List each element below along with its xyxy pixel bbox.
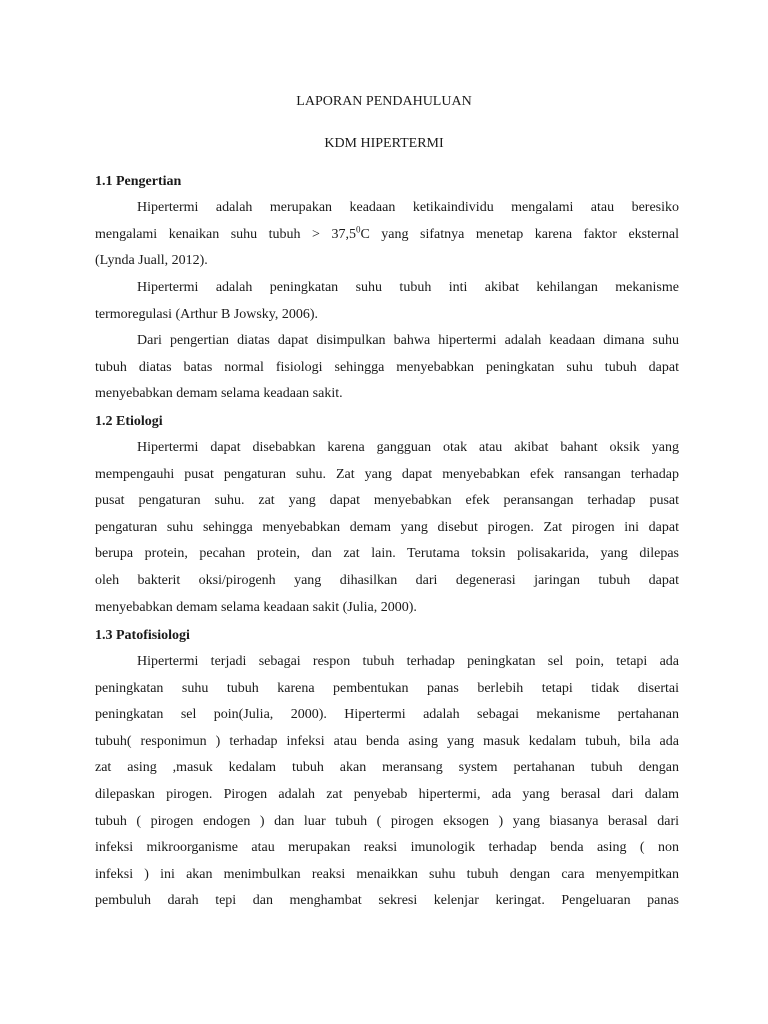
text-line: infeksi ) ini akan menimbulkan reaksi menaikkan suhu tubuh dengan cara menyempitkan xyxy=(95,866,679,882)
text-fragment: mengalami kenaikan suhu tubuh > 37,5 xyxy=(95,226,356,242)
text-line: (Lynda Juall, 2012). xyxy=(95,253,208,269)
paragraph-pengertian-3 xyxy=(95,328,679,408)
document-title: LAPORAN PENDAHULUAN xyxy=(296,94,472,109)
text-line: termoregulasi (Arthur B Jowsky, 2006). xyxy=(95,306,319,322)
section-heading-patofisiologi: 1.3 Patofisiologi xyxy=(95,628,190,643)
text-line xyxy=(95,222,679,249)
text-line: Hipertermi terjadi sebagai respon tubuh terhadap peningkatan sel poin, tetapi ada xyxy=(137,654,679,669)
text-line: tubuh ( pirogen endogen ) dan luar tubuh ( pirogen eksogen ) yang biasanya berasal dari xyxy=(95,813,679,829)
text-line: peningkatan suhu tubuh karena pembentukan panas berlebih tetapi tidak disertai xyxy=(95,680,679,696)
text-line: peningkatan sel poin(Julia, 2000). Hipertermi adalah sebagai mekanisme pertahanan xyxy=(95,707,679,723)
text-line: infeksi mikroorganisme atau merupakan reaksi imunologik terhadap benda asing ( non xyxy=(95,840,679,856)
section-heading-pengertian: 1.1 Pengertian xyxy=(95,174,182,189)
text-line: berupa protein, pecahan protein, dan zat lain. Terutama toksin polisakarida, yang dilepas xyxy=(95,546,679,562)
text-line: zat asing ,masuk kedalam tubuh akan meransang system pertahanan tubuh dengan xyxy=(95,760,679,776)
text-line: Dari pengertian diatas dapat disimpulkan bahwa hipertermi adalah keadaan dimana suhu xyxy=(137,333,679,348)
text-line: menyebabkan demam selama keadaan sakit (Julia, 2000). xyxy=(95,599,417,615)
text-line: tubuh( responimun ) terhadap infeksi atau benda asing yang masuk kedalam tubuh, bila ada xyxy=(95,733,679,749)
text-line: dilepaskan pirogen. Pirogen adalah zat penyebab hipertermi, ada yang berasal dari dalam xyxy=(95,786,679,802)
text-line: pengaturan suhu sehingga menyebabkan demam yang disebut pirogen. Zat pirogen ini dapat xyxy=(95,519,679,535)
degree-superscript: 0 xyxy=(355,223,361,234)
document-subtitle: KDM HIPERTERMI xyxy=(324,136,444,151)
paragraph-pengertian-1 xyxy=(95,195,679,275)
text-line: menyebabkan demam selama keadaan sakit. xyxy=(95,386,343,402)
text-line: tubuh diatas batas normal fisiologi sehingga menyebabkan peningkatan suhu tubuh dapat xyxy=(95,359,679,375)
text-line: Hipertermi adalah peningkatan suhu tubuh inti akibat kehilangan mekanisme xyxy=(137,280,679,295)
text-line: pembuluh darah tepi dan menghambat sekresi kelenjar keringat. Pengeluaran panas xyxy=(95,893,679,909)
text-line: pusat pengaturan suhu. zat yang dapat menyebabkan efek peransangan terhadap pusat xyxy=(95,493,679,509)
section-heading-etiologi: 1.2 Etiologi xyxy=(95,414,163,429)
text-fragment: C yang sifatnya menetap karena faktor eksternal xyxy=(360,226,679,242)
paragraph-pengertian-2 xyxy=(95,275,679,328)
text-line: mempengauhi pusat pengaturan suhu. Zat yang dapat menyebabkan efek ransangan terhadap xyxy=(95,466,679,482)
paragraph-etiologi xyxy=(95,435,679,621)
text-line: Hipertermi dapat disebabkan karena gangguan otak atau akibat bahant oksik yang xyxy=(137,440,679,455)
paragraph-patofisiologi xyxy=(95,649,679,915)
text-line: Hipertermi adalah merupakan keadaan ketikaindividu mengalami atau beresiko xyxy=(137,200,679,215)
text-line: oleh bakterit oksi/pirogenh yang dihasilkan dari degenerasi jaringan tubuh dapat xyxy=(95,572,679,588)
